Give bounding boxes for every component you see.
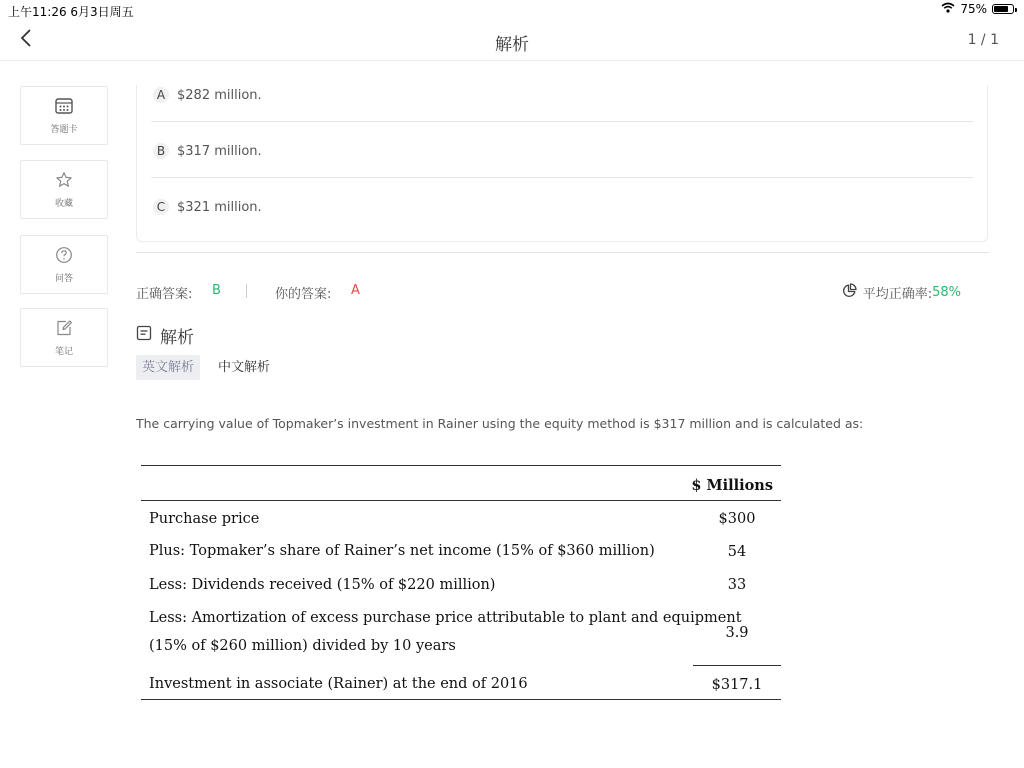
average-accuracy-value: 58% <box>932 285 961 300</box>
question-circle-icon <box>55 246 73 268</box>
option-letter: C <box>153 199 169 215</box>
table-row <box>141 666 781 700</box>
page-title: 解析 <box>495 35 529 55</box>
table-row-value: 3.9 <box>725 625 749 641</box>
table-rule <box>141 699 781 700</box>
calculation-table <box>141 465 781 700</box>
correct-answer-value: B <box>212 283 221 298</box>
table-header <box>141 466 781 501</box>
sidebar-item-label: 笔记 <box>54 346 73 357</box>
option-text: $317 million. <box>177 143 262 159</box>
nav-bar <box>0 20 1024 61</box>
sidebar-item-qa[interactable] <box>20 235 108 294</box>
sidebar-item-answer-card[interactable] <box>20 86 108 145</box>
sidebar-item-notes[interactable] <box>20 308 108 367</box>
table-row <box>141 601 781 666</box>
table-row-desc: Less: Amortization of excess purchase price attributable to plant and equipment <box>149 610 742 626</box>
table-row-desc: Less: Dividends received (15% of $220 million) <box>149 577 496 593</box>
correct-answer-label: 正确答案: <box>136 287 193 302</box>
divider <box>136 252 989 253</box>
sidebar-item-label: 答题卡 <box>50 125 78 135</box>
option-letter: A <box>153 87 169 103</box>
table-row <box>141 501 781 534</box>
your-answer-value: A <box>351 283 360 298</box>
sidebar-item-favorite[interactable] <box>20 160 108 219</box>
table-row-value: $300 <box>718 511 756 527</box>
status-bar <box>0 0 1024 20</box>
divider <box>151 177 973 178</box>
table-row <box>141 534 781 568</box>
battery-icon <box>992 4 1014 14</box>
table-row-desc: (15% of $260 million) divided by 10 years <box>149 638 456 654</box>
battery-percent: 75% <box>960 2 987 16</box>
divider <box>246 284 247 298</box>
options-card <box>136 85 988 242</box>
table-row <box>141 568 781 601</box>
table-header-value: $ Millions <box>691 477 773 494</box>
star-icon <box>55 171 73 193</box>
table-row-desc: Investment in associate (Rainer) at the end of 2016 <box>149 676 528 692</box>
sidebar-item-label: 收藏 <box>54 198 73 209</box>
page-indicator: 1 / 1 <box>967 32 999 48</box>
status-indicators <box>941 2 1014 16</box>
option-a[interactable] <box>151 67 973 123</box>
average-accuracy-label: 平均正确率: <box>862 287 933 302</box>
status-time-date: 上午11:26 6月3日周五 <box>8 5 134 19</box>
table-row-desc: Plus: Topmaker’s share of Rainer’s net income (15% of $360 million) <box>149 543 655 559</box>
your-answer-label: 你的答案: <box>275 287 332 302</box>
option-b[interactable] <box>151 123 973 179</box>
option-text: $321 million. <box>177 199 262 215</box>
tab-english-analysis[interactable]: 英文解析 <box>136 355 200 380</box>
divider <box>151 121 973 122</box>
pie-chart-icon <box>842 283 857 302</box>
table-row-value: 54 <box>727 544 747 560</box>
explanation-text: The carrying value of Topmaker’s investment in Rainer using the equity method is $317 million and is calculated as: <box>136 416 864 431</box>
wifi-icon <box>941 2 955 16</box>
option-text: $282 million. <box>177 87 262 103</box>
average-accuracy <box>842 283 961 302</box>
answer-summary <box>136 283 989 301</box>
sidebar-item-label: 问答 <box>54 273 73 284</box>
option-c[interactable] <box>151 179 973 235</box>
option-letter: B <box>153 143 169 159</box>
edit-note-icon <box>55 319 73 341</box>
analysis-title: 解析 <box>160 328 194 348</box>
calendar-grid-icon <box>54 96 74 119</box>
analysis-heading <box>136 323 194 348</box>
table-row-value: $317.1 <box>711 677 763 693</box>
tab-chinese-analysis[interactable]: 中文解析 <box>218 360 271 375</box>
table-row-desc: Purchase price <box>149 511 260 527</box>
document-icon <box>136 325 152 346</box>
table-row-value: 33 <box>727 577 747 593</box>
